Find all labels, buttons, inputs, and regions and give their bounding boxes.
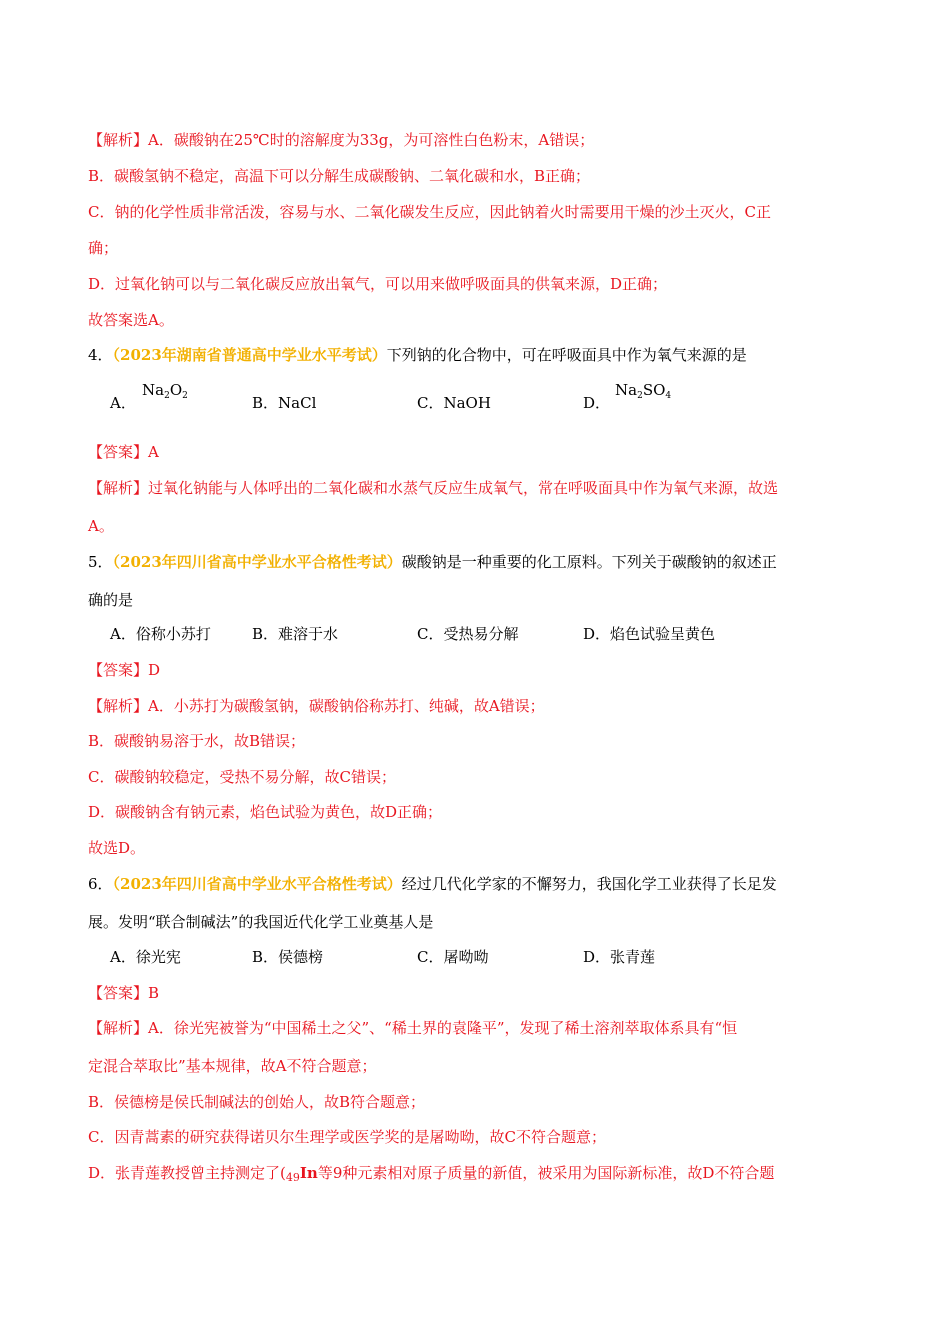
formula-sub: 4 [665, 391, 672, 401]
analysis-line-1: 【解析】A．碳酸钠在25℃时的溶解度为33g，为可溶性白色粉末，A错误； [88, 131, 595, 149]
q6-option-b: B．侯德榜 [252, 948, 324, 966]
question-4-text: 下列钠的化合物中，可在呼吸面具中作为氧气来源的是 [386, 346, 747, 364]
q5-analysis-line-3: C．碳酸钠较稳定，受热不易分解，故C错误； [88, 768, 396, 786]
q6-option-a: A．徐光宪 [110, 948, 181, 966]
formula-sub: 2 [164, 391, 170, 401]
q4-analysis-line-1: 【解析】过氧化钠能与人体呼出的二氧化碳和水蒸气反应生成氧气，常在呼吸面具中作为氧气来源，故选 [88, 479, 779, 497]
q4-option-c: C．NaOH [417, 394, 491, 412]
q6-analysis-line-5-pre: D．张青莲教授曾主持测定了( [88, 1164, 286, 1182]
q5-analysis-line-4: D．碳酸钠含有钠元素，焰色试验为黄色，故D正确； [88, 803, 443, 821]
q4-option-a [110, 381, 188, 413]
q5-analysis-line-5: 故选D。 [88, 839, 146, 857]
q6-option-d: D．张青莲 [583, 948, 656, 966]
formula-part: O [169, 381, 183, 399]
analysis-line-6: 故答案选A。 [88, 311, 174, 329]
element-atomic-number: 49 [285, 1171, 300, 1184]
q4-option-d-formula [615, 380, 671, 406]
q6-option-c: C．屠呦呦 [417, 948, 489, 966]
q5-answer: 【答案】D [88, 661, 161, 679]
formula-sub: 2 [182, 391, 188, 401]
q5-analysis-line-1: 【解析】A．小苏打为碳酸氢钠，碳酸钠俗称苏打、纯碱，故A错误； [88, 697, 545, 715]
q5-option-c: C．受热易分解 [417, 625, 519, 643]
analysis-line-5: D．过氧化钠可以与二氧化碳反应放出氧气，可以用来做呼吸面具的供氧来源，D正确； [88, 275, 668, 293]
question-5-source: （2023年四川省高中学业水平合格性考试） [112, 553, 402, 571]
q6-answer: 【答案】B [88, 984, 160, 1002]
q6-analysis-line-3: B．侯德榜是侯氏制碱法的创始人，故B符合题意； [88, 1093, 426, 1111]
question-4-number: 4． [88, 346, 113, 364]
q6-analysis-line-1: 【解析】A．徐光宪被誉为“中国稀土之父”、“稀土界的袁隆平”，发现了稀土溶剂萃取体系具有“恒 [88, 1019, 738, 1037]
q5-option-d: D．焰色试验呈黄色 [583, 625, 716, 643]
q6-analysis-line-4: C．因青蒿素的研究获得诺贝尔生理学或医学奖的是屠呦呦，故C不符合题意； [88, 1128, 606, 1146]
q4-option-d [583, 381, 672, 413]
question-5-text-2: 确的是 [88, 591, 134, 609]
formula-part: Na [142, 381, 165, 399]
question-6-text-2: 展。发明“联合制碱法”的我国近代化学工业奠基人是 [88, 913, 434, 931]
q5-option-b: B．难溶于水 [252, 625, 339, 643]
q4-option-a-formula [142, 380, 188, 406]
element-symbol: In [299, 1164, 318, 1182]
q6-analysis-line-5-post: 等9种元素相对原子质量的新值，被采用为国际新标准，故D不符合题 [317, 1164, 775, 1182]
question-6-number: 6． [88, 875, 113, 893]
analysis-line-4: 确； [88, 239, 119, 257]
formula-part: SO [642, 381, 666, 399]
q6-analysis-line-2: 定混合萃取比”基本规律，故A不符合题意； [88, 1057, 377, 1075]
formula-sub: 2 [637, 391, 643, 401]
q4-option-d-label: D． [583, 394, 611, 412]
q4-option-b: B．NaCl [252, 394, 317, 412]
question-5-number: 5． [88, 553, 113, 571]
question-6-text-1: 经过几代化学家的不懈努力，我国化学工业获得了长足发 [401, 875, 777, 893]
q4-answer: 【答案】A [88, 443, 159, 461]
question-5-text-1: 碳酸钠是一种重要的化工原料。下列关于碳酸钠的叙述正 [401, 553, 777, 571]
question-6-source: （2023年四川省高中学业水平合格性考试） [112, 875, 402, 893]
q5-analysis-line-2: B．碳酸钠易溶于水，故B错误； [88, 732, 306, 750]
q6-analysis-line-5 [88, 1163, 858, 1188]
question-4-source: （2023年湖南省普通高中学业水平考试） [112, 346, 387, 364]
analysis-line-2: B．碳酸氢钠不稳定，高温下可以分解生成碳酸钠、二氧化碳和水，B正确； [88, 167, 591, 185]
q5-option-a: A．俗称小苏打 [110, 625, 211, 643]
question-6 [88, 874, 858, 894]
analysis-line-3: C．钠的化学性质非常活泼，容易与水、二氧化碳发生反应，因此钠着火时需要用干燥的沙土灭火，C正 [88, 203, 771, 221]
question-5 [88, 552, 858, 572]
question-4 [88, 345, 858, 365]
q4-option-a-label: A． [110, 394, 136, 412]
q4-analysis-line-2: A。 [88, 517, 114, 535]
formula-part: Na [615, 381, 638, 399]
